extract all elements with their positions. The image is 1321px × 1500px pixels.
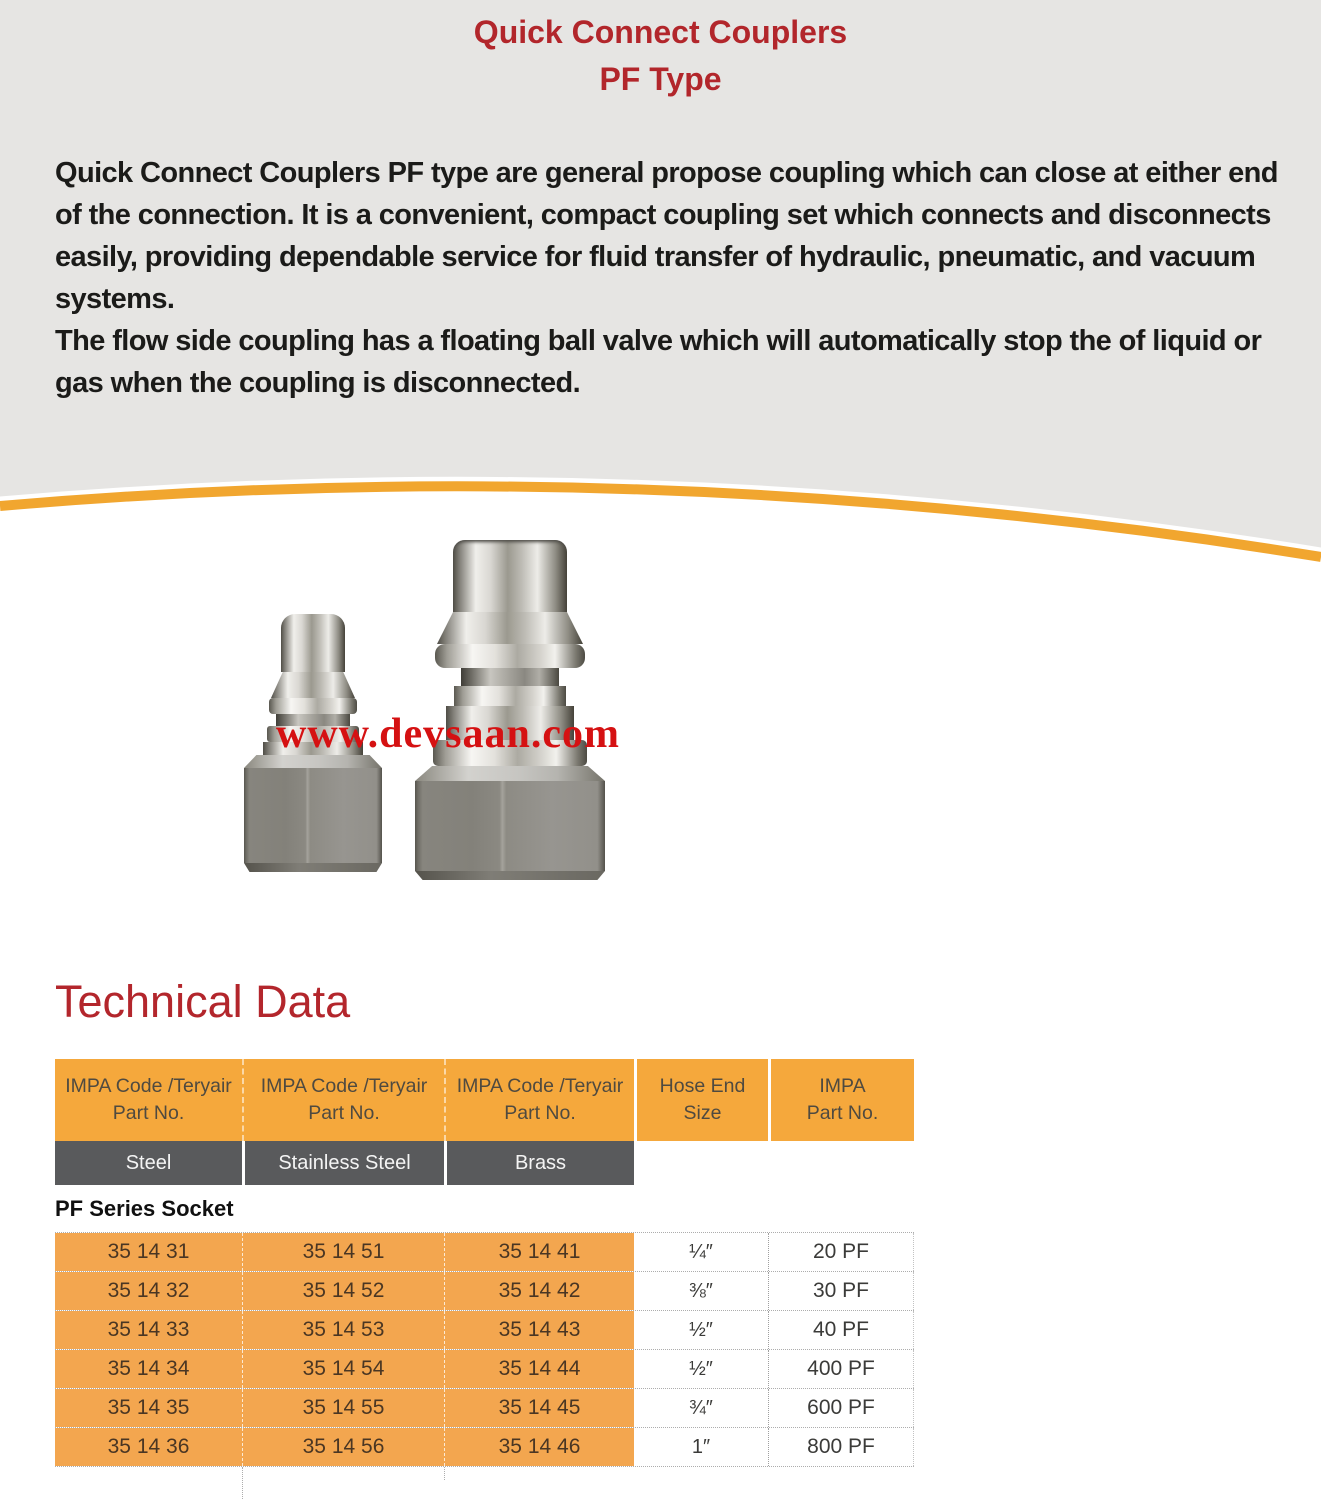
hex-nut-chamfer [415, 766, 605, 781]
cell-impa-part-no: 400 PF [768, 1350, 914, 1388]
header-line1: IMPA Code /Teryair [456, 1075, 624, 1097]
hero-section [0, 0, 1321, 600]
table-header-row [55, 1059, 914, 1141]
coupler-tip [281, 614, 345, 672]
hex-nut-bottom [415, 871, 605, 880]
table-row [55, 1232, 914, 1271]
coupler-cap [453, 540, 567, 612]
cell-steel-part-no: 35 14 31 [55, 1233, 242, 1271]
column-guide-line [242, 1467, 243, 1500]
cell-stainless-part-no: 35 14 54 [242, 1350, 444, 1388]
material-cell-brass: Brass [444, 1141, 634, 1185]
cell-impa-part-no: 40 PF [768, 1311, 914, 1349]
material-row [55, 1141, 914, 1185]
cell-hose-end-size: ¾″ [634, 1389, 768, 1427]
watermark-text: www.devsaan.com [276, 711, 621, 757]
technical-data-table [55, 1059, 914, 1467]
table-row [55, 1310, 914, 1349]
header-line2: Part No. [806, 1102, 879, 1124]
header-line2: Part No. [112, 1102, 185, 1124]
table-header-cell [55, 1059, 242, 1141]
cell-steel-part-no: 35 14 33 [55, 1311, 242, 1349]
cell-hose-end-size: ⅜″ [634, 1272, 768, 1310]
cell-hose-end-size: ½″ [634, 1350, 768, 1388]
header-line2: Part No. [504, 1102, 576, 1124]
header-line2: Size [683, 1102, 722, 1124]
cell-steel-part-no: 35 14 35 [55, 1389, 242, 1427]
cell-stainless-part-no: 35 14 52 [242, 1272, 444, 1310]
cell-stainless-part-no: 35 14 51 [242, 1233, 444, 1271]
cell-brass-part-no: 35 14 45 [444, 1389, 634, 1427]
header-line2: Part No. [308, 1102, 380, 1124]
coupler-step-ring [454, 686, 566, 706]
table-row [55, 1427, 914, 1466]
section-heading: Technical Data [55, 976, 351, 1027]
table-header-cell [444, 1059, 634, 1141]
column-guide-line [444, 1467, 445, 1480]
cell-steel-part-no: 35 14 36 [55, 1428, 242, 1466]
cell-steel-part-no: 35 14 32 [55, 1272, 242, 1310]
page-title-line2: PF Type [599, 61, 722, 97]
cell-stainless-part-no: 35 14 56 [242, 1428, 444, 1466]
series-label: PF Series Socket [55, 1195, 234, 1221]
table-row [55, 1388, 914, 1427]
cell-brass-part-no: 35 14 44 [444, 1350, 634, 1388]
intro-text [55, 152, 1307, 404]
table-header-cell [242, 1059, 444, 1141]
cell-stainless-part-no: 35 14 55 [242, 1389, 444, 1427]
intro-paragraph-1: Quick Connect Couplers PF type are general propose coupling which can close at either end of the connection. It is a convenient, compact coupling set which connects and disconnects easily, providing dependable service for fluid transfer of hydraulic, pneumatic, and vacuum systems. [55, 157, 1278, 315]
coupler-flare [271, 672, 355, 698]
intro-paragraph-2: The flow side coupling has a floating ball valve which will automatically stop the of liquid or gas when the coupling is disconnected. [55, 325, 1262, 399]
technical-data-section [0, 976, 1321, 1467]
header-line1: Hose End [659, 1075, 746, 1097]
table-header-cell [634, 1059, 768, 1141]
cell-brass-part-no: 35 14 41 [444, 1233, 634, 1271]
table-row [55, 1349, 914, 1388]
cell-hose-end-size: ¼″ [634, 1233, 768, 1271]
header-line1: IMPA [819, 1075, 866, 1097]
cell-impa-part-no: 30 PF [768, 1272, 914, 1310]
cell-hose-end-size: ½″ [634, 1311, 768, 1349]
cell-steel-part-no: 35 14 34 [55, 1350, 242, 1388]
cell-brass-part-no: 35 14 46 [444, 1428, 634, 1466]
cell-hose-end-size: 1″ [634, 1428, 768, 1466]
page-title [0, 0, 1321, 103]
material-cell-steel: Steel [55, 1141, 242, 1185]
header-line1: IMPA Code /Teryair [260, 1075, 428, 1097]
coupler-bulge-ring [435, 644, 585, 668]
hex-nut [415, 781, 605, 871]
material-cell-stainless: Stainless Steel [242, 1141, 444, 1185]
coupler-bell [437, 612, 583, 644]
cell-stainless-part-no: 35 14 53 [242, 1311, 444, 1349]
header-line1: IMPA Code /Teryair [65, 1075, 232, 1097]
coupler-groove [461, 668, 559, 686]
table-header-cell [768, 1059, 914, 1141]
cell-impa-part-no: 600 PF [768, 1389, 914, 1427]
cell-impa-part-no: 20 PF [768, 1233, 914, 1271]
page-title-line1: Quick Connect Couplers [473, 14, 848, 50]
cell-brass-part-no: 35 14 42 [444, 1272, 634, 1310]
table-row [55, 1271, 914, 1310]
hex-nut [244, 768, 382, 863]
cell-impa-part-no: 800 PF [768, 1428, 914, 1466]
cell-brass-part-no: 35 14 43 [444, 1311, 634, 1349]
table-body [55, 1232, 914, 1467]
hex-nut-bottom [244, 863, 382, 872]
